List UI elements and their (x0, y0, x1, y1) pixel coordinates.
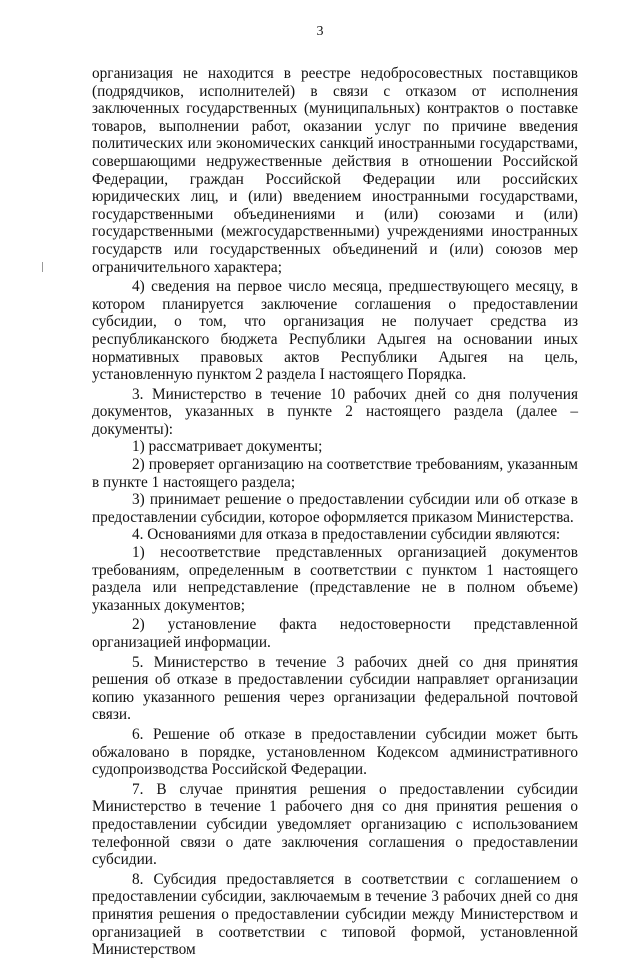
paragraph-continuation: организация не находится в реестре недобросовестных поставщиков (подрядчиков, исполнителей) в связи с отказом от исполнения заключенных государственных (муниципальных) контрактов о поставке товаров, выполнении работ, оказании услуг по причине введения политических или экономических санкций иностранными государствами, совершающими недружественные действия в отношении Российской Федерации, граждан Российской Федерации или российских юридических лиц, и (или) введением иностранными государствами, государственными объединениями и (или) союзами и (или) государственными (межгосударственными) учреждениями иностранных государств или государственных объединений и (или) союзов мер ограничительного характера; (92, 65, 578, 276)
paragraph-item-4-info: 4) сведения на первое число месяца, предшествующего месяцу, в котором планируется заключение соглашения о предоставлении субсидии, о том, что организация не получает средства из республиканского бюджета Республики Адыгея на основании иных нормативных правовых актов Республики Адыгея на цель, установленную пунктом 2 раздела I настоящего Порядка. (92, 278, 578, 384)
paragraph-3-ministry-review: 3. Министерство в течение 10 рабочих дней со дня получения документов, указанных в пункте 2 настоящего раздела (далее – документы): (92, 385, 578, 438)
paragraph-7: 7. В случае принятия решения о предоставлении субсидии Министерство в течение 1 рабочего дня со дня принятия решения о предоставлении субсидии уведомляет организацию с использованием телефонной связи о дате заключения соглашения о предоставлении субсидии. (92, 780, 578, 869)
document-body (92, 65, 578, 959)
margin-mark (42, 262, 43, 272)
paragraph-5: 5. Министерство в течение 3 рабочих дней со дня принятия решения об отказе в предоставлении субсидии направляет организации копию указанного решения через организации федеральной почтовой связи. (92, 653, 578, 724)
paragraph-3-1: 1) рассматривает документы; (132, 438, 323, 456)
paragraph-3-3: 3) принимает решение о предоставлении субсидии или об отказе в предоставлении субсидии, которое оформляется приказом Министерства. (92, 491, 578, 526)
paragraph-4-refusal-grounds: 4. Основаниями для отказа в предоставлении субсидии являются: (132, 526, 561, 544)
paragraph-8: 8. Субсидия предоставляется в соответствии с соглашением о предоставлении субсидии, заключаемым в течение 3 рабочих дней со дня принятия решения о предоставлении субсидии между Министерством и организацией в соответствии с типовой формой, установленной Министерством (92, 870, 578, 959)
paragraph-3-2: 2) проверяет организацию на соответствие требованиям, указанным в пункте 1 настоящего раздела; (92, 456, 578, 491)
page-number: 3 (316, 24, 324, 39)
paragraph-4-2: 2) установление факта недостоверности представленной организацией информации. (92, 616, 578, 651)
paragraph-6: 6. Решение об отказе в предоставлении субсидии может быть обжаловано в порядке, установленном Кодексом административного судопроизводства Российской Федерации. (92, 725, 578, 779)
paragraph-4-1: 1) несоответствие представленных организацией документов требованиям, определенным в соответствии с пунктом 1 настоящего раздела или непредставление (представление не в полном объеме) указанных документов; (92, 544, 578, 614)
